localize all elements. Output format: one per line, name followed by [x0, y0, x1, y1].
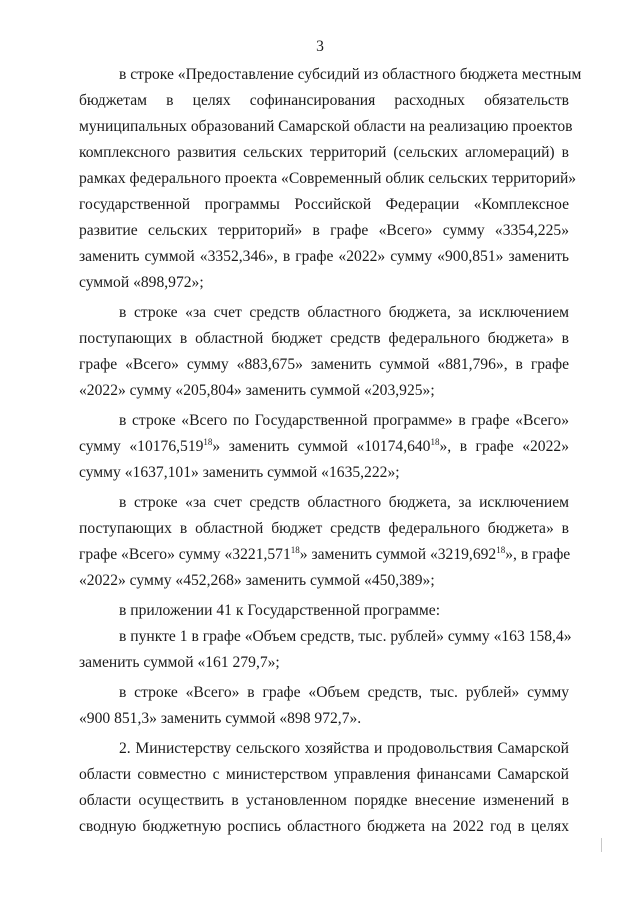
text-line: рамках федерального проекта «Современный облик сельских территорий» — [79, 170, 577, 187]
text-line: в строке «Всего по Государственной программе» в графе «Всего» — [119, 412, 569, 429]
text-line: бюджетам в целях софинансирования расходных обязательств — [79, 92, 569, 109]
text-line: области осуществить в установленном порядке внесение изменений в — [79, 792, 569, 809]
text-line: графе «Всего» сумму «883,675» заменить суммой «881,796», в графе — [79, 356, 569, 373]
text-line: области совместно с министерством управления финансами Самарской — [79, 766, 569, 783]
text-line: в строке «Предоставление субсидий из областного бюджета местным — [119, 66, 582, 83]
text-line: в приложении 41 к Государственной программе: — [119, 602, 441, 619]
text-line: поступающих в областной бюджет средств федерального бюджета» в — [79, 520, 569, 537]
text-line — [79, 542, 569, 568]
text-line: «900 851,3» заменить суммой «898 972,7». — [79, 710, 362, 727]
superscript: 18 — [430, 437, 440, 447]
text-line: муниципальных образований Самарской области на реализацию проектов — [79, 118, 573, 135]
text-line: в строке «за счет средств областного бюджета, за исключением — [119, 304, 569, 321]
text-run: сумму «10176,519 — [79, 438, 204, 455]
text-line: «2022» сумму «452,268» заменить суммой «450,389»; — [79, 572, 435, 589]
text-line: заменить суммой «161 279,7»; — [79, 654, 280, 671]
superscript: 18 — [203, 437, 213, 447]
text-line: заменить суммой «3352,346», в графе «2022» сумму «900,851» заменить — [79, 248, 569, 265]
scan-mark — [601, 838, 602, 852]
text-line: развитие сельских территорий» в графе «Всего» сумму «3354,225» — [79, 222, 569, 239]
text-line: в строке «Всего» в графе «Объем средств, тыс. рублей» сумму — [119, 684, 569, 701]
text-run: », в графе — [505, 546, 571, 563]
text-run: », в графе «2022» — [439, 438, 569, 455]
text-line: в пункте 1 в графе «Объем средств, тыс. рублей» сумму «163 158,4» — [119, 628, 572, 645]
text-line — [79, 434, 569, 460]
page-number: 3 — [316, 38, 324, 55]
text-line: комплексного развития сельских территорий (сельских агломераций) в — [79, 144, 569, 161]
text-run: графе «Всего» сумму «3221,571 — [79, 546, 291, 563]
text-line: 2. Министерству сельского хозяйства и продовольствия Самарской — [119, 740, 569, 757]
text-line: «2022» сумму «205,804» заменить суммой «203,925»; — [79, 382, 435, 399]
text-line: сумму «1637,101» заменить суммой «1635,222»; — [79, 464, 400, 481]
text-line: суммой «898,972»; — [79, 274, 204, 291]
text-line: сводную бюджетную роспись областного бюджета на 2022 год в целях — [79, 818, 569, 835]
text-line: поступающих в областной бюджет средств федерального бюджета» в — [79, 330, 569, 347]
text-run: » заменить суммой «10174,640 — [212, 438, 431, 455]
text-run: » заменить суммой «3219,692 — [299, 546, 497, 563]
text-line: в строке «за счет средств областного бюджета, за исключением — [119, 494, 569, 511]
superscript: 18 — [496, 545, 506, 555]
text-line: государственной программы Российской Федерации «Комплексное — [79, 196, 569, 213]
superscript: 18 — [290, 545, 300, 555]
